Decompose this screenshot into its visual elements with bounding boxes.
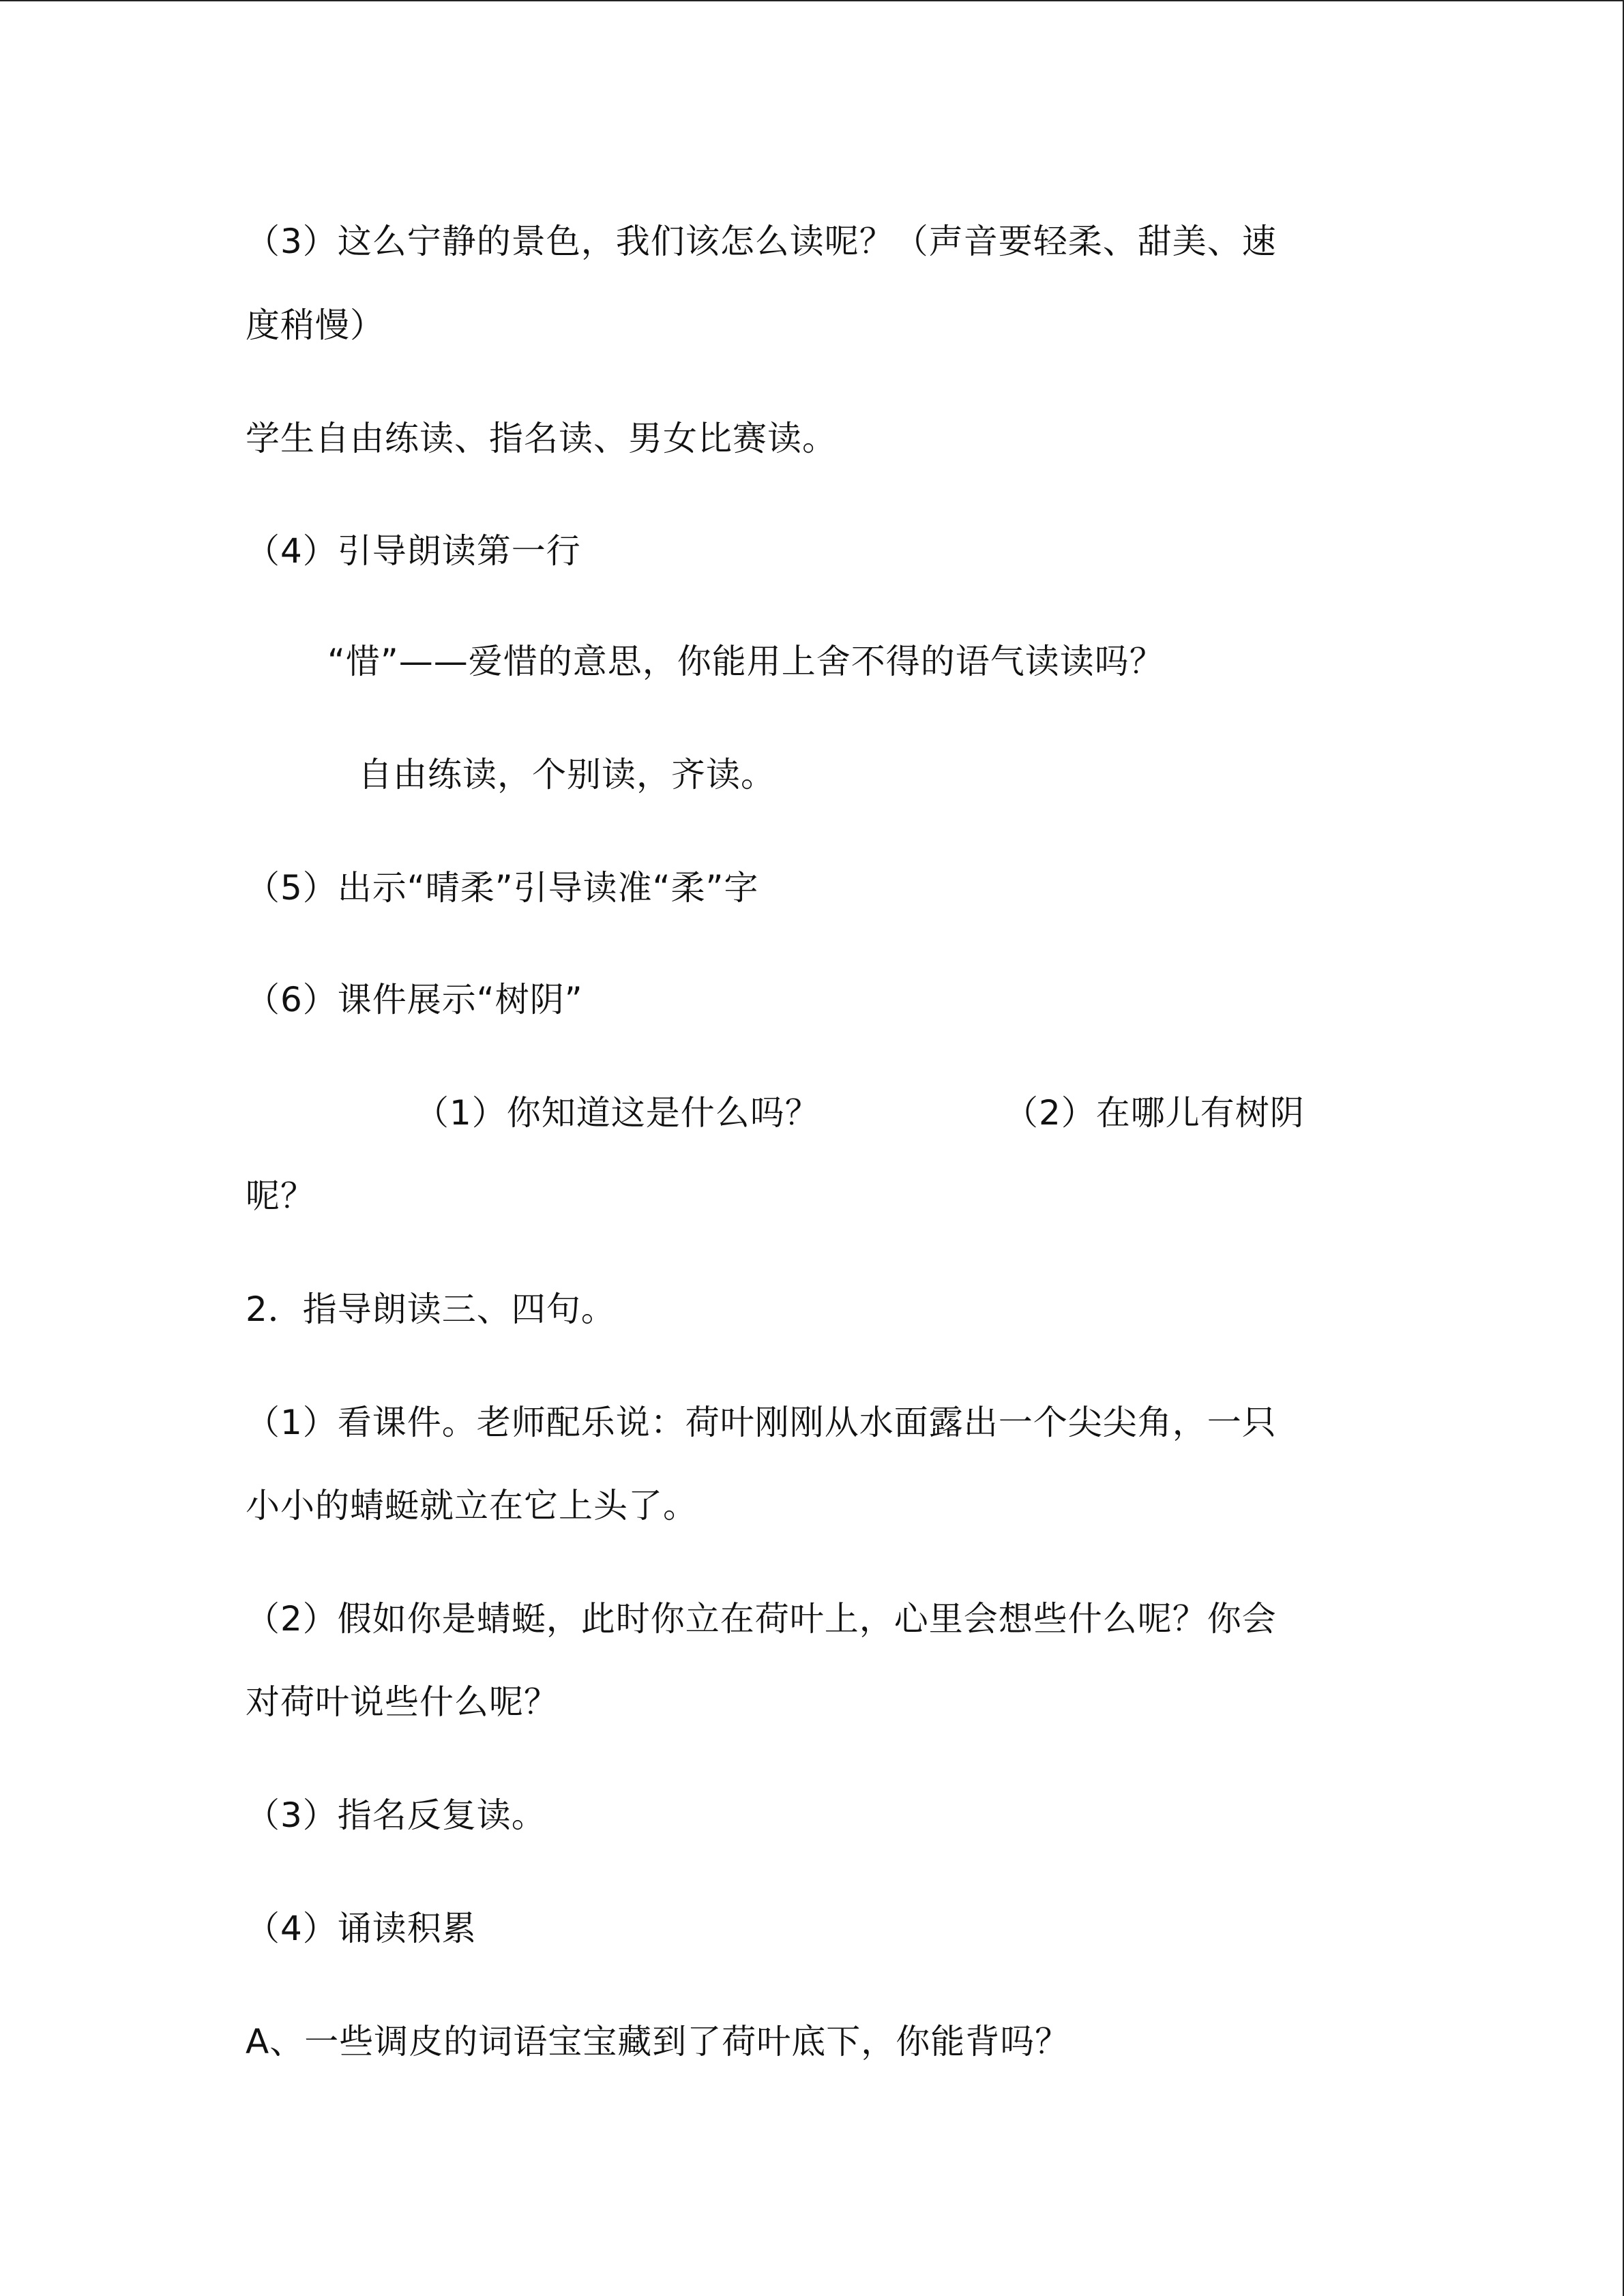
paragraph-step-1-line-2: 小小的蜻蜓就立在它上头了。 [246,1486,698,1525]
question-2-continued: 呢？ [246,1176,315,1216]
question-2: （2）在哪儿有树阴 [1004,1093,1305,1133]
section-2-heading: 2．指导朗读三、四句。 [246,1289,616,1329]
paragraph-step-1-line-1: （1）看课件。老师配乐说：荷叶刚刚从水面露出一个尖尖角，一只 [246,1403,1277,1442]
paragraph-step-2-line-1: （2）假如你是蜻蜓，此时你立在荷叶上，心里会想些什么呢？你会 [246,1599,1277,1639]
paragraph-step-6: （6）课件展示“树阴” [246,980,583,1019]
paragraph-item-a: A、一些调皮的词语宝宝藏到了荷叶底下，你能背吗？ [246,2022,1070,2061]
paragraph-step-2-line-2: 对荷叶说些什么呢？ [246,1682,559,1722]
paragraph-step-3-repeat: （3）指名反复读。 [246,1795,546,1835]
paragraph-step-3-line-1: （3）这么宁静的景色，我们该怎么读呢？（声音要轻柔、甜美、速 [246,222,1277,261]
paragraph-xi-meaning: “惜”——爱惜的意思，你能用上舍不得的语气读读吗？ [327,642,1164,681]
paragraph-step-3-line-2: 度稍慢） [246,305,385,345]
paragraph-step-5: （5）出示“晴柔”引导读准“柔”字 [246,868,759,908]
paragraph-step-4: （4）引导朗读第一行 [246,531,581,571]
paragraph-practice-reading: 学生自由练读、指名读、男女比赛读。 [246,419,837,458]
paragraph-step-4-recite: （4）诵读积累 [246,1909,477,1948]
paragraph-free-reading: 自由练读，个别读，齐读。 [358,755,776,794]
question-1: （1）你知道这是什么吗？ [415,1093,820,1133]
